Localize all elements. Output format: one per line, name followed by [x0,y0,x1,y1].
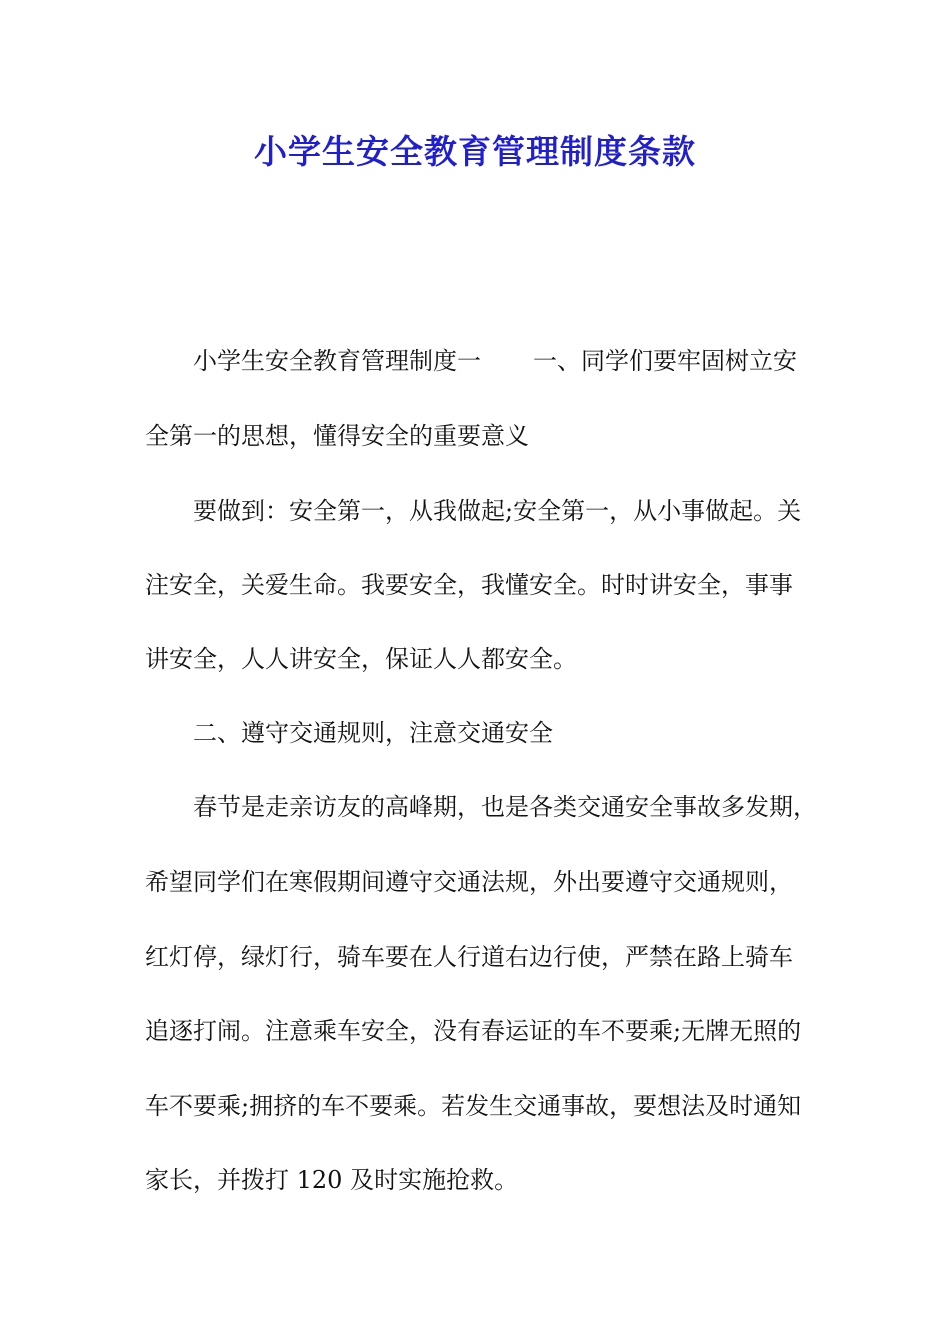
section-heading: 二、遵守交通规则，注意交通安全 [193,719,553,747]
text-line: 红灯停，绿灯行，骑车要在人行道右边行使，严禁在路上骑车 [145,943,793,971]
text-line: 车不要乘;拥挤的车不要乘。若发生交通事故，要想法及时通知 [145,1092,802,1120]
text-line: 追逐打闹。注意乘车安全，没有春运证的车不要乘;无牌无照的 [145,1017,802,1045]
text-line: 家长，并拨打 120 及时实施抢救。 [145,1166,519,1194]
text-line: 全第一的思想，懂得安全的重要意义 [145,422,529,450]
text-line: 讲安全，人人讲安全，保证人人都安全。 [145,645,577,673]
text-line: 要做到：安全第一，从我做起;安全第一，从小事做起。关 [193,497,802,525]
text-line: 小学生安全教育管理制度一 [193,347,481,375]
text-line: 春节是走亲访友的高峰期，也是各类交通安全事故多发期， [193,793,817,821]
text-line: 一、同学们要牢固树立安 [533,347,797,375]
document-title: 小学生安全教育管理制度条款 [254,132,696,171]
text-line: 注安全，关爱生命。我要安全，我懂安全。时时讲安全，事事 [145,571,793,599]
text-line: 希望同学们在寒假期间遵守交通法规，外出要遵守交通规则， [145,868,793,896]
